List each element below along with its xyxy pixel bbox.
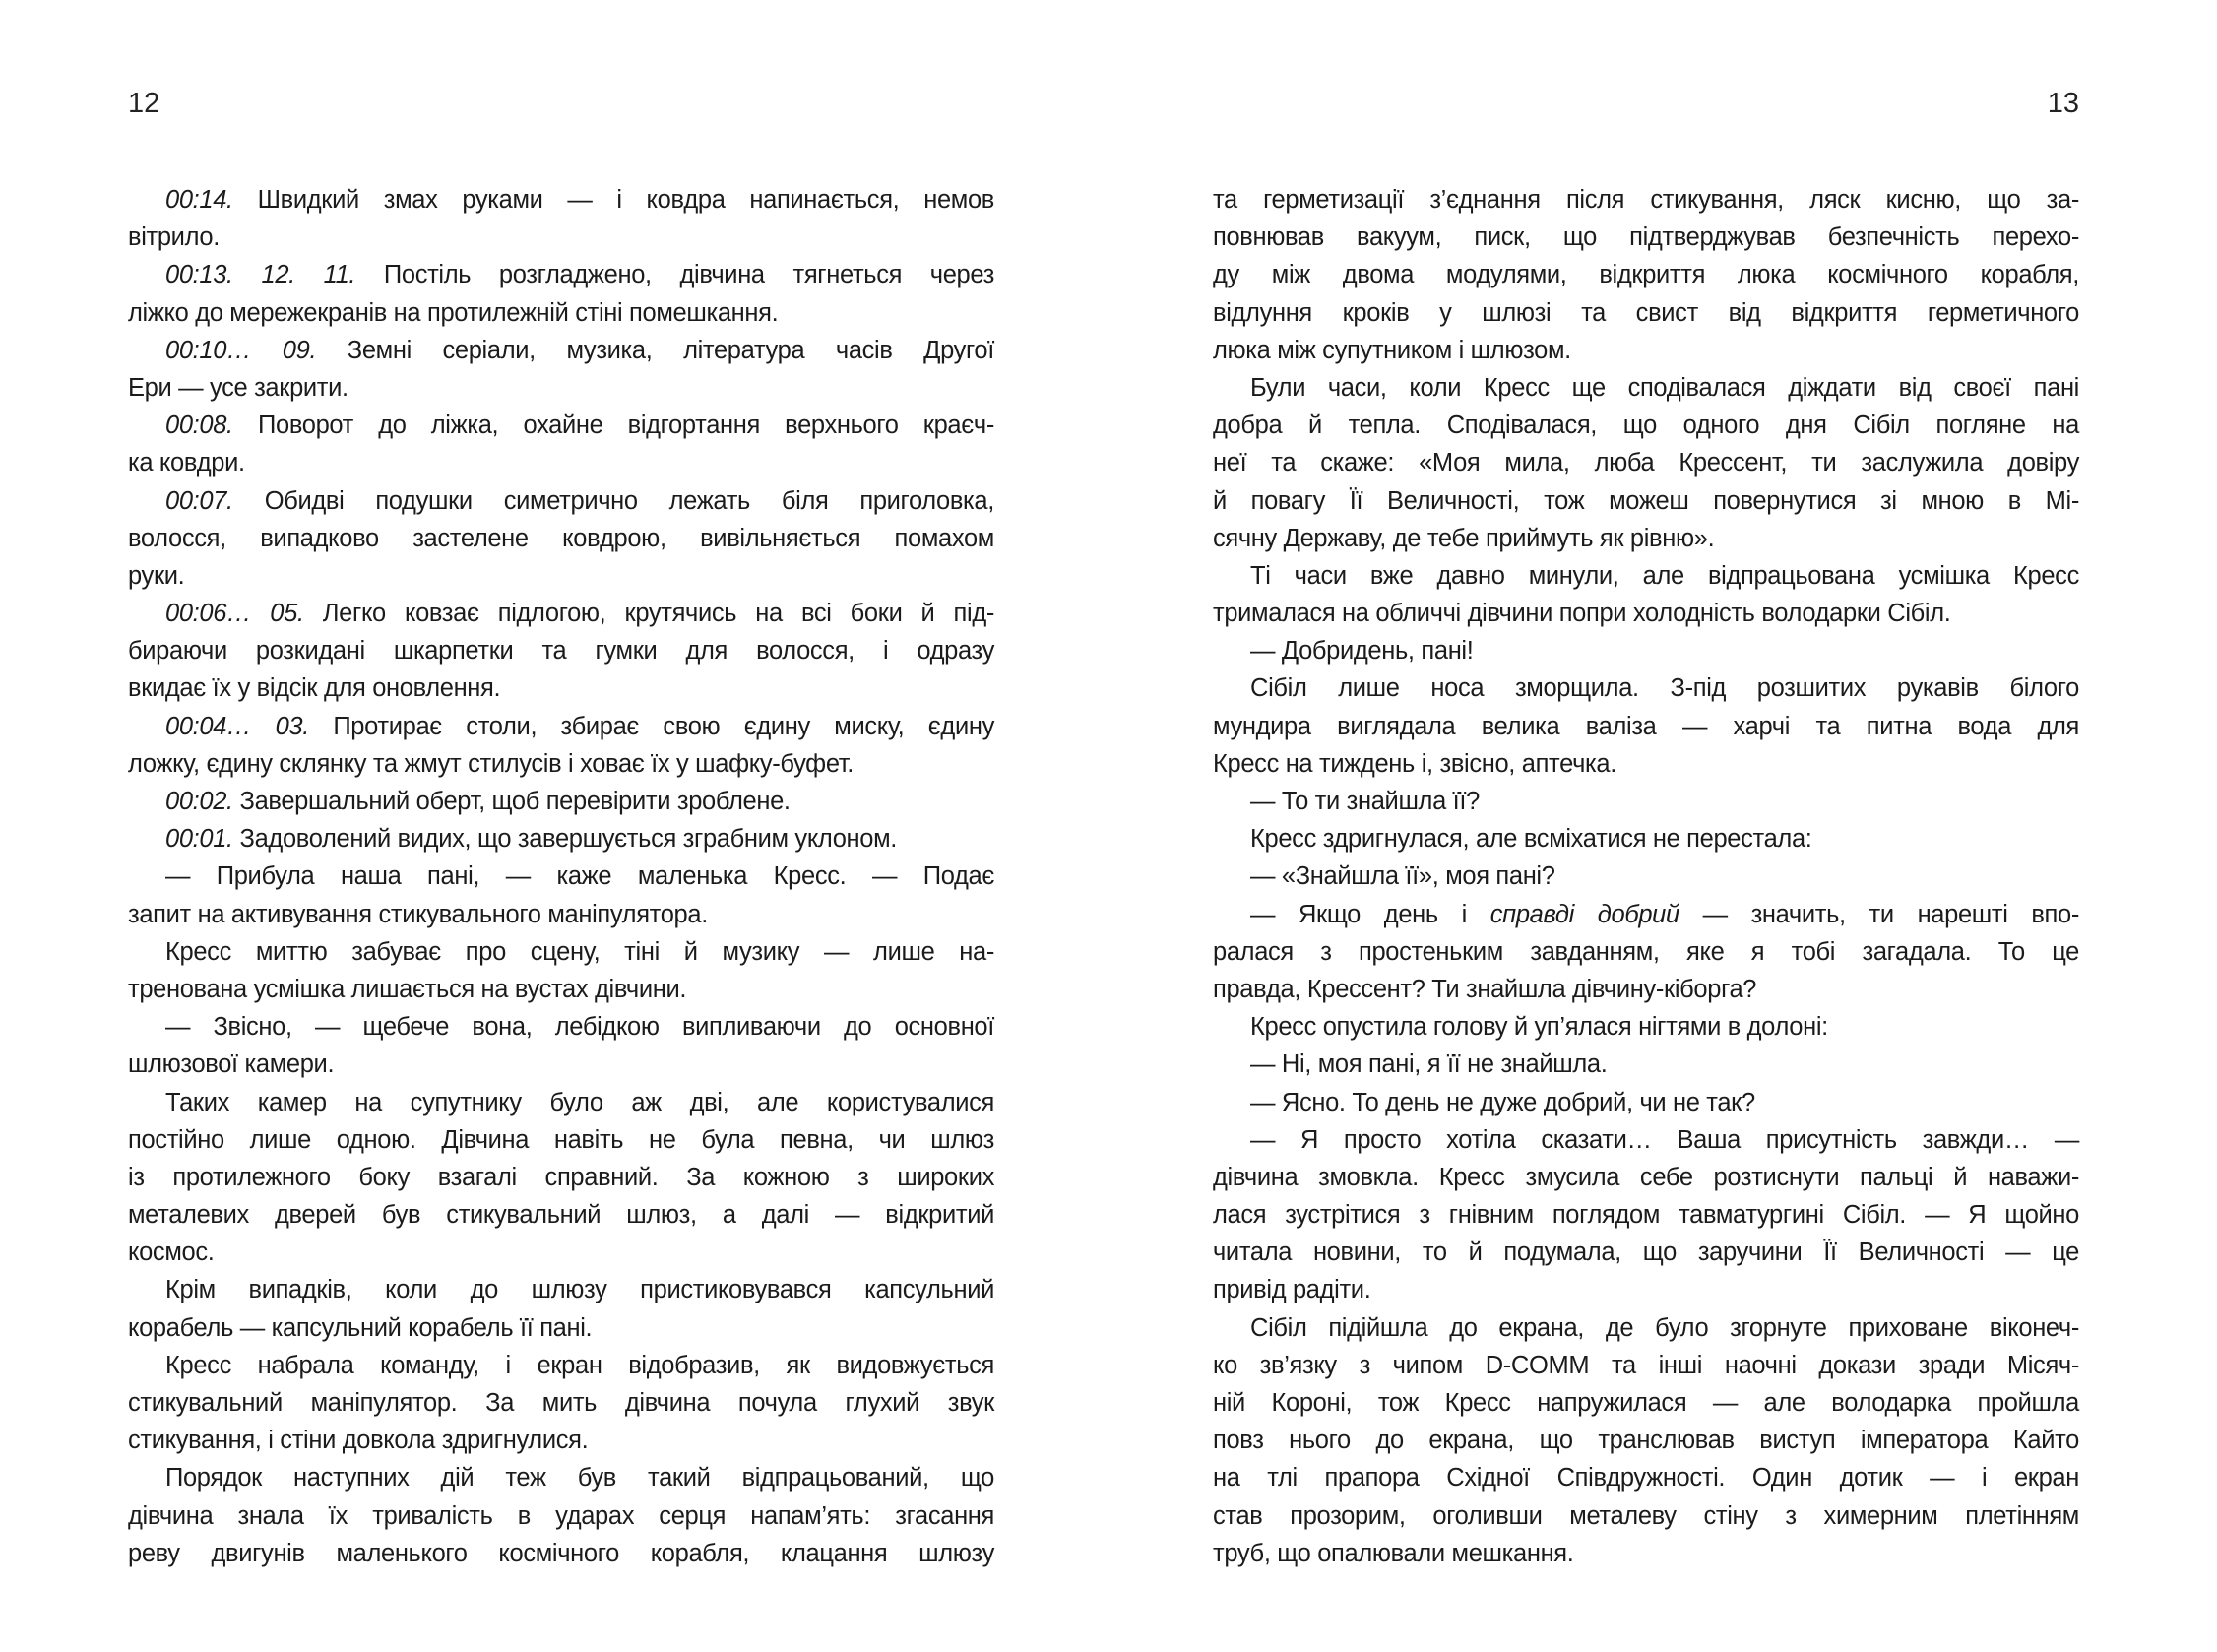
text-line: добра й тепла. Сподівалася, що одного дня Сібіл погляне на [1213,412,2079,440]
text-line: Порядок наступних дій теж був такий відпрацьований, що [165,1464,994,1493]
text-line: постійно лише одною. Дівчина навіть не була певна, чи шлюз [128,1125,994,1154]
text-line: й повагу Її Величності, тож можеш повернутися зі мною в Мі- [1213,486,2079,515]
paragraph [128,783,994,820]
paragraph [128,1459,994,1572]
text-line: реву двигунів маленького космічного корабля, клацання шлюзу [128,1539,994,1567]
text-line: дівчина змовкла. Кресс змусила себе розтиснути пальці й наважи- [1213,1163,2079,1191]
page-left-text-column [128,181,994,1572]
text-line: — Добридень, пані! [1250,637,1474,666]
text-line: Кресс здригнулася, але всміхатися не перестала: [1250,825,1812,854]
text-line: запит на активування стикувального маніпулятора. [128,900,708,928]
text-line: Кресс на тиждень і, звісно, аптечка. [1213,749,1616,778]
paragraph [1213,1008,2079,1046]
text-line: сячну Державу, де тебе приймуть як рівню». [1213,524,1715,552]
text-line: Кресс набрала команду, і екран відобразив, як видовжується [165,1351,994,1379]
text-line: трималася на обличчі дівчини попри холодність володарки Сібіл. [1213,600,1951,628]
text-line: стикувальний маніпулятор. За мить дівчина почула глухий звук [128,1389,994,1417]
text-line: корабель — капсульний корабель її пані. [128,1313,593,1342]
text-line: 00:14. Швидкий змах руками — і ковдра напинається, немов [165,186,994,214]
paragraph [128,1008,994,1083]
text-line: 00:04… 03. Протирає столи, збирає свою єдину миску, єдину [165,712,994,740]
text-line: Крім випадків, коли до шлюзу пристиковувався капсульний [165,1276,994,1304]
paragraph [1213,557,2079,632]
paragraph [1213,858,2079,895]
text-line: ліжко до мережекранів на протилежній стіні помешкання. [128,298,779,327]
paragraph [128,482,994,596]
paragraph [128,332,994,407]
text-line: Сібіл лише носа зморщила. З-під розшитих рукавів білого [1250,674,2079,703]
text-line: 00:10… 09. Земні серіали, музика, література часів Другої [165,336,994,364]
text-line: — Я просто хотіла сказати… Ваша присутність завжди… — [1250,1125,2079,1154]
text-line: — Ясно. То день не дуже добрий, чи не так? [1250,1088,1755,1116]
paragraph [1213,783,2079,820]
paragraph [128,256,994,331]
text-line: відлуння кроків у шлюзі та свист від відкриття герметичного [1213,298,2079,327]
paragraph [128,820,994,858]
paragraph [128,181,994,256]
text-line: мундира виглядала велика валіза — харчі та питна вода для [1213,712,2079,740]
text-line: читала новини, то й подумала, що заручини Її Величності — це [1213,1239,2079,1267]
text-line: тренована усмішка лишається на вустах дівчини. [128,975,687,1003]
text-line: руки. [128,561,185,590]
text-line: лася зустрітися з гнівним поглядом тавматургині Сібіл. — Я щойно [1213,1201,2079,1230]
paragraph [1213,1309,2079,1572]
paragraph [128,1271,994,1346]
text-line: ложку, єдину склянку та жмут стилусів і ховає їх у шафку-буфет. [128,749,855,778]
paragraph [1213,896,2079,1009]
text-line: Сібіл підійшла до екрана, де було згорнуте приховане віконеч- [1250,1313,2079,1342]
paragraph [1213,1121,2079,1309]
text-line: на тлі прапора Східної Співдружності. Один дотик — і екран [1213,1464,2079,1493]
text-line: ній Короні, тож Кресс напружилася — але володарка пройшла [1213,1389,2079,1417]
text-line: — Ні, моя пані, я її не знайшла. [1250,1050,1608,1079]
text-line: дівчина знала їх тривалість в ударах серця напам’ять: згасання [128,1501,994,1530]
text-line: волосся, випадково застелене ковдрою, вивільняється помахом [128,524,994,552]
text-line: 00:13. 12. 11. Постіль розгладжено, дівчина тягнеться через [165,261,995,289]
text-line: — Прибула наша пані, — каже маленька Кресс. — Подає [165,862,994,891]
text-line: вкидає їх у відсік для оновлення. [128,674,501,703]
text-line: космос. [128,1239,215,1267]
text-line: із протилежного боку взагалі справний. За кожною з широких [128,1163,994,1191]
text-line: неї та скаже: «Моя мила, люба Крессент, ти заслужила довіру [1213,449,2079,477]
text-line: повз нього до екрана, що транслював виступ імператора Кайто [1213,1427,2079,1455]
text-line: шлюзової камери. [128,1050,335,1079]
page-number-right: 13 [2047,88,2079,119]
paragraph [128,1084,994,1272]
text-line: люка між супутником і шлюзом. [1213,336,1571,364]
text-line: Ті часи вже давно минули, але відпрацьована усмішка Кресс [1250,561,2079,590]
text-line: вітрило. [128,223,220,252]
text-line: 00:02. Завершальний оберт, щоб перевірити зроблене. [165,788,791,815]
paragraph [128,933,994,1008]
page-number-left: 12 [128,88,160,119]
text-line: стикування, і стіни довкола здригнулися. [128,1427,589,1455]
text-line: Кресс опустила голову й уп’ялася нігтями в долоні: [1250,1013,1828,1042]
paragraph [128,595,994,708]
text-line: Ери — усе закрити. [128,373,348,402]
paragraph [128,858,994,932]
text-line: Кресс миттю забуває про сцену, тіні й музику — лише на- [165,937,994,966]
text-line: металевих дверей був стикувальний шлюз, а далі — відкритий [128,1201,994,1230]
text-line: — То ти знайшла її? [1250,788,1480,815]
paragraph [1213,1084,2079,1121]
text-line: труб, що опалювали мешкання. [1213,1539,1574,1567]
text-line: став прозорим, оголивши металеву стіну з химерним плетінням [1213,1501,2079,1530]
text-line: ко зв’язку з чипом D-COMM та інші наочні докази зради Місяч- [1213,1351,2079,1379]
text-line: повнював вакуум, писк, що підтверджував безпечність перехо- [1213,223,2079,252]
page-right-text-column [1213,181,2079,1572]
text-line: — «Знайшла її», моя пані? [1250,862,1555,891]
text-line: ралася з простеньким завданням, яке я тобі загадала. То це [1213,937,2079,966]
text-line: — Якщо день і справді добрий — значить, ти нарешті впо- [1250,900,2079,928]
paragraph [128,407,994,481]
text-line: Були часи, коли Кресс ще сподівалася діждати від своєї пані [1250,373,2079,402]
paragraph [1213,632,2079,669]
text-line: ка ковдри. [128,449,245,477]
paragraph [128,708,994,783]
text-line: 00:08. Поворот до ліжка, охайне відгортання верхнього краєч- [165,412,994,440]
text-line: — Звісно, — щебече вона, лебідкою випливаючи до основної [165,1013,994,1042]
text-line: 00:07. Обидві подушки симетрично лежать біля приголовка, [165,486,994,515]
text-line: ду між двома модулями, відкриття люка космічного корабля, [1213,261,2079,289]
text-line: правда, Крессент? Ти знайшла дівчину-кіборга? [1213,975,1757,1003]
paragraph [1213,1046,2079,1083]
paragraph [1213,820,2079,858]
paragraph [1213,369,2079,557]
paragraph [1213,669,2079,783]
text-line: привід радіти. [1213,1276,1371,1304]
paragraph [1213,181,2079,369]
text-line: бираючи розкидані шкарпетки та гумки для волосся, і одразу [128,637,994,666]
text-line: Таких камер на супутнику було аж дві, але користувалися [165,1088,994,1116]
text-line: 00:01. Задоволений видих, що завершується зграбним уклоном. [165,825,898,854]
text-line: та герметизації з’єднання після стикування, ляск кисню, що за- [1213,186,2079,214]
text-line: 00:06… 05. Легко ковзає підлогою, крутячись на всі боки й під- [165,600,994,628]
paragraph [128,1347,994,1460]
